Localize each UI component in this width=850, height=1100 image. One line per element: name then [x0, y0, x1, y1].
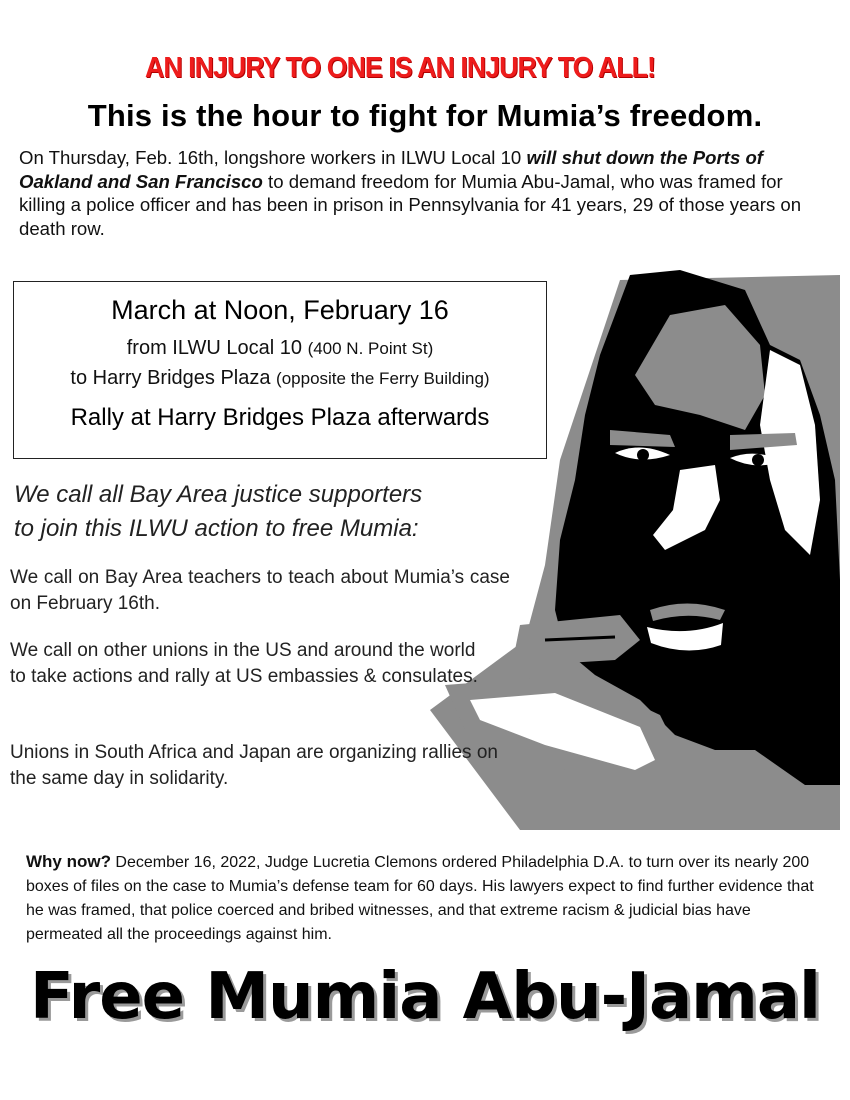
portrait-pupil-left [637, 449, 649, 461]
why-now-text: December 16, 2022, Judge Lucretia Clemons ordered Philadelphia D.A. to turn over its nearly 200 boxes of files on the case to Mumia’s defense team for 60 days. His lawyers expect to find further evidence that he was framed, that police coerced and bribed witnesses, and that extreme racism & judicial bias have permeated all the proceedings against him. [26, 854, 814, 943]
call-line-2: to join this ILWU action to free Mumia: [14, 515, 419, 542]
headline: This is the hour to fight for Mumia’s freedom. [87, 98, 763, 133]
footer-title: Free Mumia Abu-Jamal [30, 960, 820, 1034]
march-from-address: (400 N. Point St) [307, 339, 434, 358]
rally-line: Rally at Harry Bridges Plaza afterwards [70, 404, 490, 431]
march-to-text: to Harry Bridges Plaza [70, 367, 271, 389]
march-from-line [14, 337, 546, 360]
call-to-action [14, 478, 524, 546]
call-line-1: We call all Bay Area justice supporters [14, 481, 423, 508]
portrait-pupil-right [752, 454, 764, 466]
intro-text-2: to demand freedom for Mumia Abu-Jamal, who was framed for killing a police officer and has been in prison in Pennsylvania for 41 years, 29 of those years on death row. [19, 170, 802, 239]
why-now-paragraph [26, 850, 826, 947]
intro-paragraph [19, 146, 824, 240]
march-title: March at Noon, February 16 [111, 295, 449, 325]
intro-emphasis: will shut down the Ports of Oakland and San Francisco [19, 147, 763, 192]
march-from-text: from ILWU Local 10 [126, 337, 302, 359]
call-teachers: We call on Bay Area teachers to teach about Mumia’s case on February 16th. [10, 567, 510, 614]
slogan: AN INJURY TO ONE IS AN INJURY TO ALL! [144, 52, 655, 84]
march-info-box [13, 281, 547, 459]
why-now-label: Why now? [26, 852, 111, 871]
march-to-line [14, 367, 546, 390]
march-to-note: (opposite the Ferry Building) [276, 369, 490, 388]
call-unions: We call on other unions in the US and around the world to take actions and rally at US embassies & consulates. [10, 640, 478, 687]
intro-text-1: On Thursday, Feb. 16th, longshore workers in ILWU Local 10 [19, 147, 527, 168]
call-solidarity: Unions in South Africa and Japan are organizing rallies on the same day in solidarity. [10, 742, 498, 789]
